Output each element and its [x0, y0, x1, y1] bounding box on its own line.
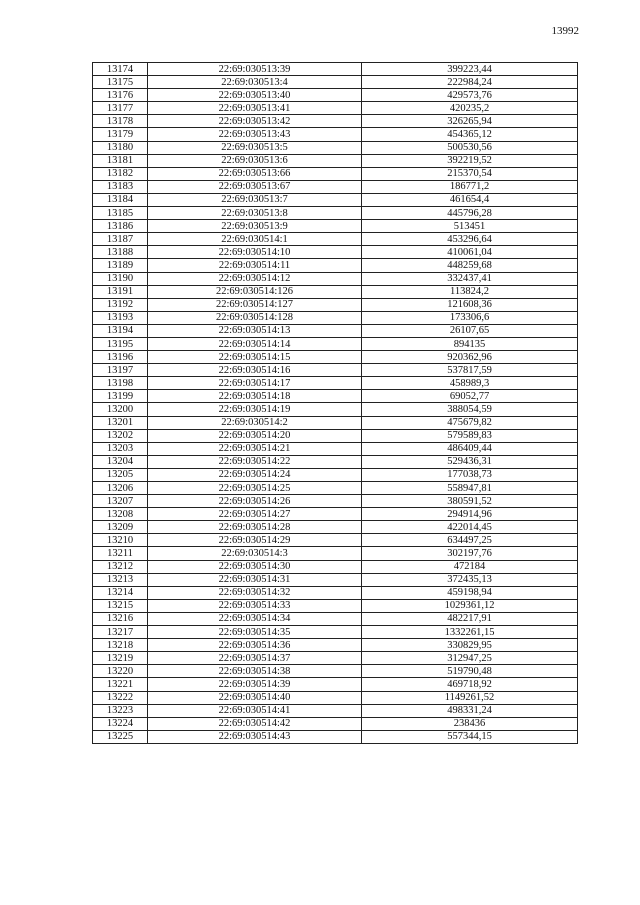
- value-cell: 486409,44: [362, 442, 578, 455]
- cadastral-number-cell: 22:69:030513:39: [148, 63, 362, 76]
- row-number-cell: 13188: [93, 246, 148, 259]
- value-cell: 372435,13: [362, 573, 578, 586]
- value-cell: 302197,76: [362, 547, 578, 560]
- table-row: [93, 482, 578, 495]
- row-number-cell: 13211: [93, 547, 148, 560]
- row-number-cell: 13191: [93, 285, 148, 298]
- value-cell: 458989,3: [362, 377, 578, 390]
- table-row: [93, 547, 578, 560]
- cadastral-number-cell: 22:69:030514:28: [148, 521, 362, 534]
- cadastral-number-cell: 22:69:030514:39: [148, 678, 362, 691]
- cadastral-number-cell: 22:69:030514:18: [148, 390, 362, 403]
- cadastral-number-cell: 22:69:030514:22: [148, 455, 362, 468]
- row-number-cell: 13223: [93, 704, 148, 717]
- table-row: [93, 207, 578, 220]
- cadastral-number-cell: 22:69:030514:2: [148, 416, 362, 429]
- cadastral-number-cell: 22:69:030514:29: [148, 534, 362, 547]
- row-number-cell: 13207: [93, 495, 148, 508]
- cadastral-number-cell: 22:69:030514:43: [148, 730, 362, 743]
- cadastral-number-cell: 22:69:030514:25: [148, 482, 362, 495]
- row-number-cell: 13183: [93, 180, 148, 193]
- value-cell: 482217,91: [362, 612, 578, 625]
- value-cell: 634497,25: [362, 534, 578, 547]
- table-row: [93, 324, 578, 337]
- cadastral-number-cell: 22:69:030513:5: [148, 141, 362, 154]
- cadastral-number-cell: 22:69:030514:26: [148, 495, 362, 508]
- table-row: [93, 63, 578, 76]
- row-number-cell: 13218: [93, 639, 148, 652]
- table-row: [93, 180, 578, 193]
- cadastral-number-cell: 22:69:030514:19: [148, 403, 362, 416]
- value-cell: 1029361,12: [362, 599, 578, 612]
- value-cell: 294914,96: [362, 508, 578, 521]
- row-number-cell: 13194: [93, 324, 148, 337]
- row-number-cell: 13224: [93, 717, 148, 730]
- cadastral-number-cell: 22:69:030514:14: [148, 337, 362, 350]
- row-number-cell: 13174: [93, 63, 148, 76]
- cadastral-number-cell: 22:69:030514:31: [148, 573, 362, 586]
- row-number-cell: 13206: [93, 482, 148, 495]
- row-number-cell: 13217: [93, 626, 148, 639]
- value-cell: 121608,36: [362, 298, 578, 311]
- cadastral-number-cell: 22:69:030514:33: [148, 599, 362, 612]
- row-number-cell: 13195: [93, 337, 148, 350]
- table-row: [93, 220, 578, 233]
- row-number-cell: 13189: [93, 259, 148, 272]
- row-number-cell: 13197: [93, 364, 148, 377]
- cadastral-number-cell: 22:69:030514:10: [148, 246, 362, 259]
- table-row: [93, 115, 578, 128]
- table-row: [93, 403, 578, 416]
- value-cell: 537817,59: [362, 364, 578, 377]
- row-number-cell: 13181: [93, 154, 148, 167]
- cadastral-number-cell: 22:69:030513:4: [148, 76, 362, 89]
- cadastral-number-cell: 22:69:030514:15: [148, 351, 362, 364]
- value-cell: 920362,96: [362, 351, 578, 364]
- cadastral-number-cell: 22:69:030514:41: [148, 704, 362, 717]
- value-cell: 454365,12: [362, 128, 578, 141]
- row-number-cell: 13220: [93, 665, 148, 678]
- cadastral-number-cell: 22:69:030513:9: [148, 220, 362, 233]
- cadastral-number-cell: 22:69:030513:66: [148, 167, 362, 180]
- value-cell: 475679,82: [362, 416, 578, 429]
- cadastral-number-cell: 22:69:030514:128: [148, 311, 362, 324]
- cadastral-number-cell: 22:69:030514:38: [148, 665, 362, 678]
- table-row: [93, 89, 578, 102]
- table-row: [93, 351, 578, 364]
- row-number-cell: 13190: [93, 272, 148, 285]
- table-row: [93, 730, 578, 743]
- cadastral-number-cell: 22:69:030514:42: [148, 717, 362, 730]
- cadastral-number-cell: 22:69:030514:21: [148, 442, 362, 455]
- cadastral-number-cell: 22:69:030513:7: [148, 193, 362, 206]
- value-cell: 498331,24: [362, 704, 578, 717]
- table-row: [93, 337, 578, 350]
- value-cell: 448259,68: [362, 259, 578, 272]
- value-cell: 445796,28: [362, 207, 578, 220]
- cadastral-number-cell: 22:69:030514:126: [148, 285, 362, 298]
- table-row: [93, 390, 578, 403]
- row-number-cell: 13175: [93, 76, 148, 89]
- value-cell: 529436,31: [362, 455, 578, 468]
- table-row: [93, 704, 578, 717]
- row-number-cell: 13213: [93, 573, 148, 586]
- value-cell: 69052,77: [362, 390, 578, 403]
- cadastral-number-cell: 22:69:030513:67: [148, 180, 362, 193]
- cadastral-number-cell: 22:69:030513:6: [148, 154, 362, 167]
- table-row: [93, 272, 578, 285]
- table-row: [93, 76, 578, 89]
- row-number-cell: 13196: [93, 351, 148, 364]
- row-number-cell: 13203: [93, 442, 148, 455]
- value-cell: 557344,15: [362, 730, 578, 743]
- value-cell: 420235,2: [362, 102, 578, 115]
- table-row: [93, 416, 578, 429]
- row-number-cell: 13201: [93, 416, 148, 429]
- cadastral-number-cell: 22:69:030514:30: [148, 560, 362, 573]
- cadastral-number-cell: 22:69:030514:34: [148, 612, 362, 625]
- table-row: [93, 141, 578, 154]
- value-cell: 326265,94: [362, 115, 578, 128]
- row-number-cell: 13208: [93, 508, 148, 521]
- row-number-cell: 13178: [93, 115, 148, 128]
- table-row: [93, 626, 578, 639]
- cadastral-number-cell: 22:69:030514:37: [148, 652, 362, 665]
- table-row: [93, 573, 578, 586]
- table-row: [93, 442, 578, 455]
- table-row: [93, 377, 578, 390]
- registry-table: [92, 62, 578, 744]
- value-cell: 410061,04: [362, 246, 578, 259]
- row-number-cell: 13198: [93, 377, 148, 390]
- value-cell: 238436: [362, 717, 578, 730]
- table-row: [93, 298, 578, 311]
- cadastral-number-cell: 22:69:030513:43: [148, 128, 362, 141]
- row-number-cell: 13215: [93, 599, 148, 612]
- row-number-cell: 13204: [93, 455, 148, 468]
- row-number-cell: 13219: [93, 652, 148, 665]
- value-cell: 519790,48: [362, 665, 578, 678]
- table-row: [93, 612, 578, 625]
- table-row: [93, 599, 578, 612]
- cadastral-number-cell: 22:69:030514:17: [148, 377, 362, 390]
- row-number-cell: 13199: [93, 390, 148, 403]
- value-cell: 579589,83: [362, 429, 578, 442]
- cadastral-number-cell: 22:69:030514:36: [148, 639, 362, 652]
- table-row: [93, 560, 578, 573]
- value-cell: 399223,44: [362, 63, 578, 76]
- row-number-cell: 13210: [93, 534, 148, 547]
- table-row: [93, 311, 578, 324]
- row-number-cell: 13222: [93, 691, 148, 704]
- table-row: [93, 652, 578, 665]
- value-cell: 894135: [362, 337, 578, 350]
- cadastral-number-cell: 22:69:030514:1: [148, 233, 362, 246]
- value-cell: 186771,2: [362, 180, 578, 193]
- value-cell: 513451: [362, 220, 578, 233]
- table-row: [93, 495, 578, 508]
- table-row: [93, 233, 578, 246]
- row-number-cell: 13202: [93, 429, 148, 442]
- value-cell: 113824,2: [362, 285, 578, 298]
- value-cell: 500530,56: [362, 141, 578, 154]
- table-row: [93, 691, 578, 704]
- value-cell: 215370,54: [362, 167, 578, 180]
- row-number-cell: 13221: [93, 678, 148, 691]
- value-cell: 330829,95: [362, 639, 578, 652]
- value-cell: 453296,64: [362, 233, 578, 246]
- cadastral-number-cell: 22:69:030513:8: [148, 207, 362, 220]
- cadastral-number-cell: 22:69:030513:42: [148, 115, 362, 128]
- table-row: [93, 468, 578, 481]
- table-row: [93, 429, 578, 442]
- cadastral-number-cell: 22:69:030514:27: [148, 508, 362, 521]
- value-cell: 1332261,15: [362, 626, 578, 639]
- cadastral-number-cell: 22:69:030514:24: [148, 468, 362, 481]
- cadastral-number-cell: 22:69:030514:12: [148, 272, 362, 285]
- cadastral-number-cell: 22:69:030514:13: [148, 324, 362, 337]
- cadastral-number-cell: 22:69:030514:16: [148, 364, 362, 377]
- row-number-cell: 13180: [93, 141, 148, 154]
- page-number: 13992: [551, 25, 579, 37]
- cadastral-number-cell: 22:69:030514:11: [148, 259, 362, 272]
- row-number-cell: 13216: [93, 612, 148, 625]
- table-row: [93, 534, 578, 547]
- row-number-cell: 13192: [93, 298, 148, 311]
- table-row: [93, 285, 578, 298]
- row-number-cell: 13184: [93, 193, 148, 206]
- row-number-cell: 13209: [93, 521, 148, 534]
- table-row: [93, 154, 578, 167]
- table-row: [93, 364, 578, 377]
- cadastral-number-cell: 22:69:030514:3: [148, 547, 362, 560]
- table-row: [93, 102, 578, 115]
- value-cell: 459198,94: [362, 586, 578, 599]
- value-cell: 392219,52: [362, 154, 578, 167]
- value-cell: 177038,73: [362, 468, 578, 481]
- value-cell: 422014,45: [362, 521, 578, 534]
- value-cell: 26107,65: [362, 324, 578, 337]
- table-row: [93, 193, 578, 206]
- table-row: [93, 717, 578, 730]
- value-cell: 380591,52: [362, 495, 578, 508]
- row-number-cell: 13200: [93, 403, 148, 416]
- registry-table-body: [93, 63, 578, 744]
- row-number-cell: 13212: [93, 560, 148, 573]
- table-row: [93, 259, 578, 272]
- table-row: [93, 455, 578, 468]
- cadastral-number-cell: 22:69:030514:127: [148, 298, 362, 311]
- row-number-cell: 13193: [93, 311, 148, 324]
- table-row: [93, 167, 578, 180]
- cadastral-number-cell: 22:69:030513:40: [148, 89, 362, 102]
- table-row: [93, 665, 578, 678]
- value-cell: 222984,24: [362, 76, 578, 89]
- table-row: [93, 246, 578, 259]
- value-cell: 461654,4: [362, 193, 578, 206]
- value-cell: 472184: [362, 560, 578, 573]
- row-number-cell: 13177: [93, 102, 148, 115]
- row-number-cell: 13187: [93, 233, 148, 246]
- cadastral-number-cell: 22:69:030514:32: [148, 586, 362, 599]
- value-cell: 558947,81: [362, 482, 578, 495]
- row-number-cell: 13186: [93, 220, 148, 233]
- row-number-cell: 13182: [93, 167, 148, 180]
- value-cell: 173306,6: [362, 311, 578, 324]
- value-cell: 312947,25: [362, 652, 578, 665]
- table-row: [93, 128, 578, 141]
- value-cell: 332437,41: [362, 272, 578, 285]
- value-cell: 429573,76: [362, 89, 578, 102]
- row-number-cell: 13176: [93, 89, 148, 102]
- row-number-cell: 13179: [93, 128, 148, 141]
- cadastral-number-cell: 22:69:030514:40: [148, 691, 362, 704]
- cadastral-number-cell: 22:69:030513:41: [148, 102, 362, 115]
- table-row: [93, 521, 578, 534]
- value-cell: 469718,92: [362, 678, 578, 691]
- table-row: [93, 586, 578, 599]
- table-row: [93, 508, 578, 521]
- value-cell: 1149261,52: [362, 691, 578, 704]
- table-row: [93, 678, 578, 691]
- cadastral-number-cell: 22:69:030514:20: [148, 429, 362, 442]
- table-row: [93, 639, 578, 652]
- cadastral-number-cell: 22:69:030514:35: [148, 626, 362, 639]
- row-number-cell: 13225: [93, 730, 148, 743]
- value-cell: 388054,59: [362, 403, 578, 416]
- row-number-cell: 13205: [93, 468, 148, 481]
- row-number-cell: 13185: [93, 207, 148, 220]
- row-number-cell: 13214: [93, 586, 148, 599]
